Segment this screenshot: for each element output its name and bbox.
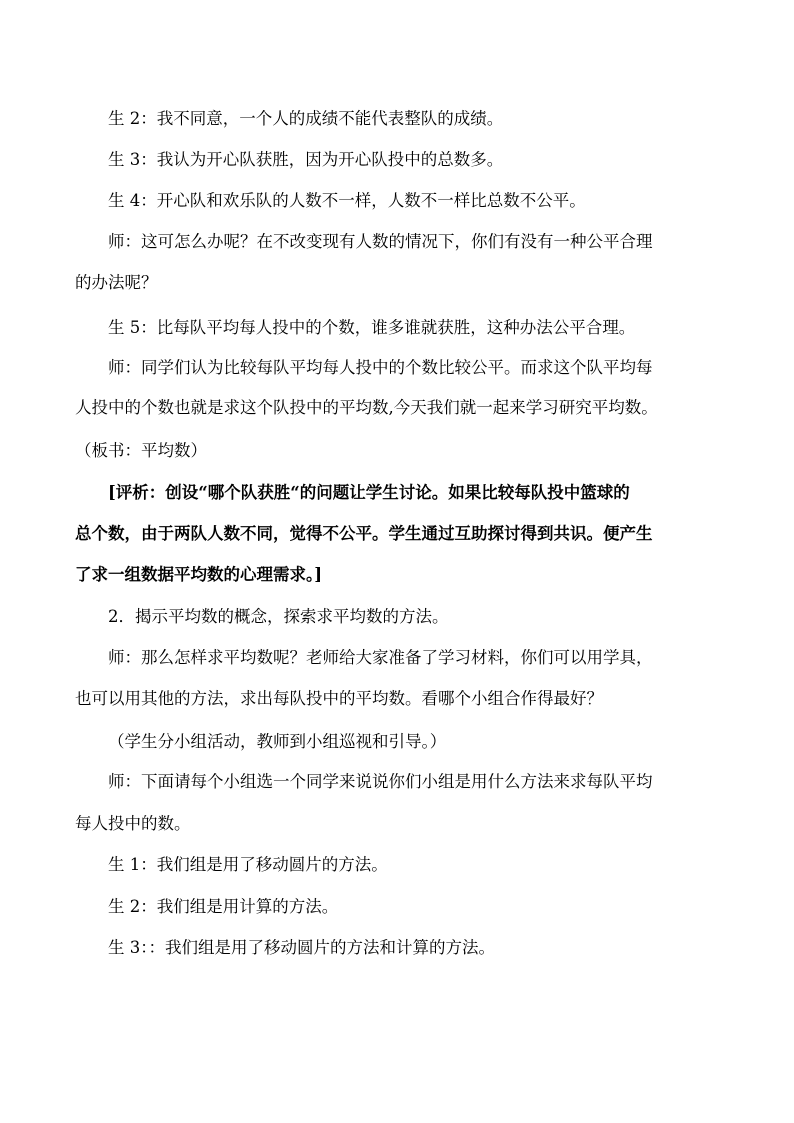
paragraph-line: 生 3：：我们组是用了移动圆片的方法和计算的方法。 <box>108 938 495 957</box>
paragraph-line: （板书：平均数） <box>75 441 207 460</box>
paragraph-line: 生 5：比每队平均每人投中的个数，谁多谁就获胜，这种办法公平合理。 <box>108 318 636 337</box>
paragraph-line: 每人投中的数。 <box>75 814 191 833</box>
paragraph-line: 师：下面请每个小组选一个同学来说说你们小组是用什么方法来求每队平均 <box>108 772 653 791</box>
paragraph-line: 也可以用其他的方法，求出每队投中的平均数。看哪个小组合作得最好？ <box>75 689 603 708</box>
paragraph-line: 的办法呢？ <box>75 273 158 292</box>
commentary-line: [评析：创设“哪个队获胜“的问题让学生讨论。如果比较每队投中篮球的 <box>108 483 630 502</box>
paragraph-line: 生 1：我们组是用了移动圆片的方法。 <box>108 855 388 874</box>
paragraph-line: 生 2：我们组是用计算的方法。 <box>108 897 339 916</box>
paragraph-line: 生 4：开心队和欢乐队的人数不一样，人数不一样比总数不公平。 <box>108 191 586 210</box>
commentary-line: 总个数，由于两队人数不同，觉得不公平。学生通过互助探讨得到共识。便产生 <box>75 524 653 543</box>
paragraph-line: 生 3：我认为开心队获胜，因为开心队投中的总数多。 <box>108 150 504 169</box>
paragraph-line: 生 2：我不同意，一个人的成绩不能代表整队的成绩。 <box>108 109 504 128</box>
paragraph-line: 师：同学们认为比较每队平均每人投中的个数比较公平。而求这个队平均每 <box>108 358 653 377</box>
commentary-line: 了求一组数据平均数的心理需求。] <box>75 565 323 584</box>
paragraph-line: （学生分小组活动，教师到小组巡视和引导。） <box>108 732 447 751</box>
section-heading: 2．揭示平均数的概念，探索求平均数的方法。 <box>108 607 449 626</box>
paragraph-line: 师：这可怎么办呢？在不改变现有人数的情况下，你们有没有一种公平合理 <box>108 232 653 251</box>
paragraph-line: 师：那么怎样求平均数呢？老师给大家准备了学习材料，你们可以用学具， <box>108 648 653 667</box>
paragraph-line: 人投中的个数也就是求这个队投中的平均数,今天我们就一起来学习研究平均数。 <box>75 398 658 417</box>
